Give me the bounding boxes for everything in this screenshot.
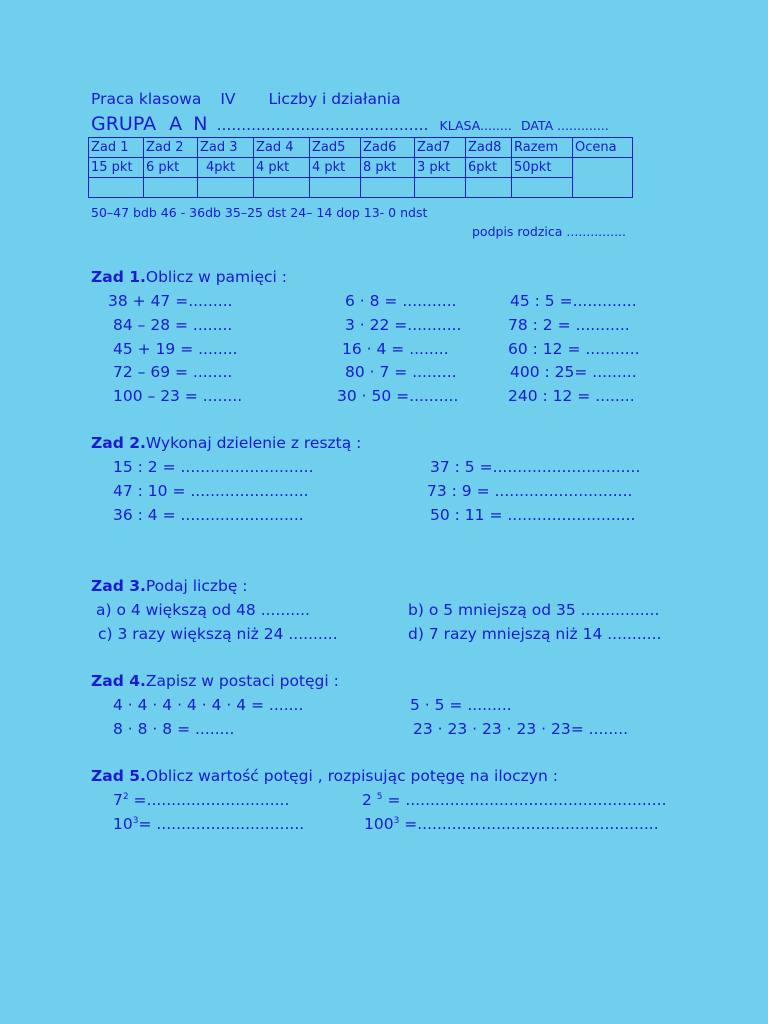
task-label: Zad 2. — [91, 434, 146, 452]
table-head: Zad 1 — [89, 138, 144, 158]
table-cell: 6pkt — [466, 158, 512, 178]
task-2-heading — [91, 434, 361, 452]
task-5-item — [364, 815, 659, 833]
task-1-item: 100 – 23 = ........ — [113, 387, 243, 405]
task-1-item: 6 · 8 = ........... — [345, 292, 457, 310]
table-head: Razem — [512, 138, 573, 158]
power-base: 10 — [113, 815, 133, 833]
task-2-item: 47 : 10 = ........................ — [113, 482, 309, 500]
task-2-item: 36 : 4 = ......................... — [113, 506, 304, 524]
score-table-points-row — [89, 158, 633, 178]
task-4-item: 23 · 23 · 23 · 23 · 23= ........ — [413, 720, 629, 738]
task-5-item — [113, 815, 304, 833]
table-cell: 4 pkt — [310, 158, 361, 178]
task-1-item: 38 + 47 =......... — [108, 292, 233, 310]
power-base: 100 — [364, 815, 394, 833]
table-head: Zad6 — [361, 138, 415, 158]
score-input-cell[interactable] — [466, 178, 512, 198]
task-1-item: 16 · 4 = ........ — [342, 340, 449, 358]
task-text: Zapisz w postaci potęgi : — [145, 672, 339, 690]
task-5-heading — [91, 767, 558, 785]
name-prefix: N — [193, 113, 208, 135]
grading-scale: 50–47 bdb 46 - 36db 35–25 dst 24– 14 dop 13- 0 ndst — [91, 205, 428, 220]
header-line — [91, 90, 401, 108]
group-label: GRUPA — [91, 113, 157, 135]
table-head: Zad7 — [415, 138, 466, 158]
table-cell: 15 pkt — [89, 158, 144, 178]
table-head: Ocena — [573, 138, 633, 158]
task-1-item: 240 : 12 = ........ — [508, 387, 635, 405]
task-label: Zad 3. — [91, 577, 146, 595]
task-4-item: 5 · 5 = ......... — [410, 696, 512, 714]
grade-cell[interactable] — [573, 158, 633, 198]
table-cell: 4pkt — [198, 158, 254, 178]
score-input-cell[interactable] — [198, 178, 254, 198]
table-head: Zad 3 — [198, 138, 254, 158]
task-3-item: d) 7 razy mniejszą niż 14 ........... — [408, 625, 662, 643]
table-cell: 6 pkt — [144, 158, 198, 178]
power-exponent: 2 — [122, 791, 129, 802]
answer-line: =............................. — [128, 791, 290, 809]
task-label: Zad 4. — [91, 672, 146, 690]
task-text: Oblicz wartość potęgi , rozpisując potęgę na iloczyn : — [145, 767, 558, 785]
table-head: Zad5 — [310, 138, 361, 158]
task-3-item: c) 3 razy większą niż 24 .......... — [98, 625, 338, 643]
score-input-cell[interactable] — [415, 178, 466, 198]
group-line — [91, 113, 609, 135]
table-cell: 3 pkt — [415, 158, 466, 178]
task-1-item: 72 – 69 = ........ — [113, 363, 233, 381]
table-cell: 8 pkt — [361, 158, 415, 178]
task-3-item: b) o 5 mniejszą od 35 ................ — [408, 601, 660, 619]
task-2-item: 15 : 2 = ........................... — [113, 458, 314, 476]
answer-line: =................................................. — [399, 815, 659, 833]
date-field[interactable]: DATA ............. — [520, 118, 609, 133]
test-topic: Liczby i działania — [268, 90, 401, 108]
table-head: Zad 2 — [144, 138, 198, 158]
task-1-item: 30 · 50 =.......... — [337, 387, 459, 405]
task-2-item: 73 : 9 = ............................ — [427, 482, 633, 500]
score-input-cell[interactable] — [254, 178, 310, 198]
score-input-cell[interactable] — [361, 178, 415, 198]
parent-signature[interactable]: podpis rodzica ............... — [472, 224, 626, 239]
task-1-item: 3 · 22 =........... — [345, 316, 462, 334]
answer-line: = .............................. — [138, 815, 305, 833]
score-table-head-row — [89, 138, 633, 158]
table-head: Zad 4 — [254, 138, 310, 158]
task-1-item: 60 : 12 = ........... — [508, 340, 640, 358]
answer-line: = ..................................................... — [382, 791, 667, 809]
power-exponent: 5 — [376, 791, 383, 802]
score-input-cell[interactable] — [89, 178, 144, 198]
table-head: Zad8 — [466, 138, 512, 158]
grade-level: IV — [220, 90, 236, 108]
task-5-item — [113, 791, 289, 809]
power-exponent: 3 — [132, 815, 139, 826]
task-3-heading — [91, 577, 248, 595]
table-cell: 50pkt — [512, 158, 573, 178]
task-5-item — [362, 791, 667, 809]
score-input-cell[interactable] — [144, 178, 198, 198]
task-label: Zad 5. — [91, 767, 146, 785]
task-text: Oblicz w pamięci : — [145, 268, 287, 286]
class-field[interactable]: KLASA........ — [439, 118, 512, 133]
table-cell: 4 pkt — [254, 158, 310, 178]
task-1-item: 45 : 5 =............. — [510, 292, 637, 310]
task-4-item: 4 · 4 · 4 · 4 · 4 · 4 = ....... — [113, 696, 304, 714]
task-1-heading — [91, 268, 287, 286]
task-4-item: 8 · 8 · 8 = ........ — [113, 720, 235, 738]
task-2-item: 37 : 5 =.............................. — [430, 458, 641, 476]
task-text: Wykonaj dzielenie z resztą : — [145, 434, 362, 452]
task-1-item: 78 : 2 = ........... — [508, 316, 630, 334]
task-1-item: 84 – 28 = ........ — [113, 316, 233, 334]
task-4-heading — [91, 672, 339, 690]
test-title: Praca klasowa — [91, 90, 202, 108]
power-base: 2 — [362, 791, 377, 809]
task-text: Podaj liczbę : — [145, 577, 248, 595]
score-input-cell[interactable] — [310, 178, 361, 198]
score-table-empty-row — [89, 178, 633, 198]
name-field[interactable]: ........................................... — [216, 116, 429, 134]
power-exponent: 3 — [393, 815, 400, 826]
power-base: 7 — [113, 791, 123, 809]
task-label: Zad 1. — [91, 268, 146, 286]
score-input-cell[interactable] — [512, 178, 573, 198]
task-1-item: 80 · 7 = ......... — [345, 363, 457, 381]
group-value: A — [169, 113, 183, 135]
task-1-item: 400 : 25= ......... — [510, 363, 637, 381]
task-1-item: 45 + 19 = ........ — [113, 340, 238, 358]
task-3-item: a) o 4 większą od 48 .......... — [96, 601, 310, 619]
task-2-item: 50 : 11 = .......................... — [430, 506, 636, 524]
score-table — [88, 137, 633, 198]
